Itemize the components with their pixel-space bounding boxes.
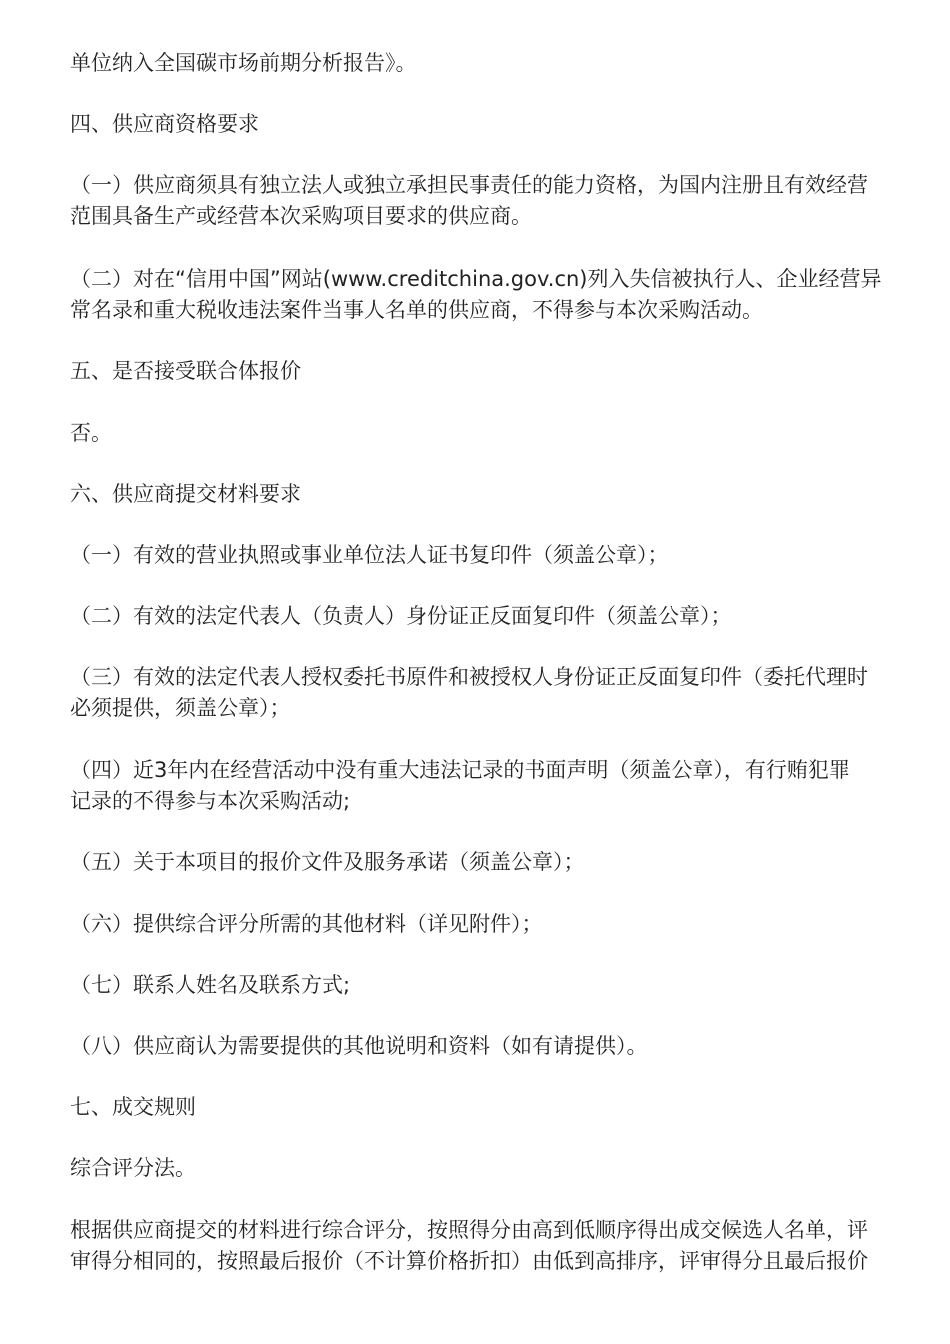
section-heading: 六、供应商提交材料要求 — [70, 482, 301, 506]
text-line: 常名录和重大税收违法案件当事人名单的供应商，不得参与本次采购活动。 — [70, 298, 763, 322]
list-item: （八）供应商认为需要提供的其他说明和资料（如有请提供）。 — [70, 1034, 648, 1058]
text-line: 根据供应商提交的材料进行综合评分，按照得分由高到低顺序得出成交候选人名单，评 — [70, 1218, 868, 1242]
text-line: 否。 — [70, 421, 112, 445]
section-heading: 五、是否接受联合体报价 — [70, 359, 301, 383]
list-item: （六）提供综合评分所需的其他材料（详见附件）； — [70, 912, 543, 936]
list-item: （一）有效的营业执照或事业单位法人证书复印件（须盖公章）； — [70, 543, 669, 567]
list-item: （五）关于本项目的报价文件及服务承诺（须盖公章）； — [70, 850, 585, 874]
list-item-continuation: 必须提供，须盖公章）； — [70, 696, 291, 720]
text-line: 单位纳入全国碳市场前期分析报告》。 — [70, 51, 417, 75]
list-item: （四）近3年内在经营活动中没有重大违法记录的书面声明（须盖公章），有行贿犯罪 — [70, 758, 850, 782]
list-item: （二）有效的法定代表人（负责人）身份证正反面复印件（须盖公章）； — [70, 604, 732, 628]
list-item: （三）有效的法定代表人授权委托书原件和被授权人身份证正反面复印件（委托代理时 — [70, 665, 868, 689]
text-line: （二）对在“信用中国”网站(www.creditchina.gov.cn)列入失信被执行人、企业经营异 — [70, 267, 882, 291]
text-line: 审得分相同的，按照最后报价（不计算价格折扣）由低到高排序，评审得分且最后报价 — [70, 1249, 868, 1273]
list-item-continuation: 记录的不得参与本次采购活动; — [70, 789, 351, 813]
text-line: 范围具备生产或经营本次采购项目要求的供应商。 — [70, 204, 532, 228]
list-item: （七）联系人姓名及联系方式; — [70, 973, 351, 997]
text-line: 综合评分法。 — [70, 1156, 196, 1180]
section-heading: 七、成交规则 — [70, 1095, 196, 1119]
text-line: （一）供应商须具有独立法人或独立承担民事责任的能力资格，为国内注册且有效经营 — [70, 173, 868, 197]
section-heading: 四、供应商资格要求 — [70, 112, 259, 136]
